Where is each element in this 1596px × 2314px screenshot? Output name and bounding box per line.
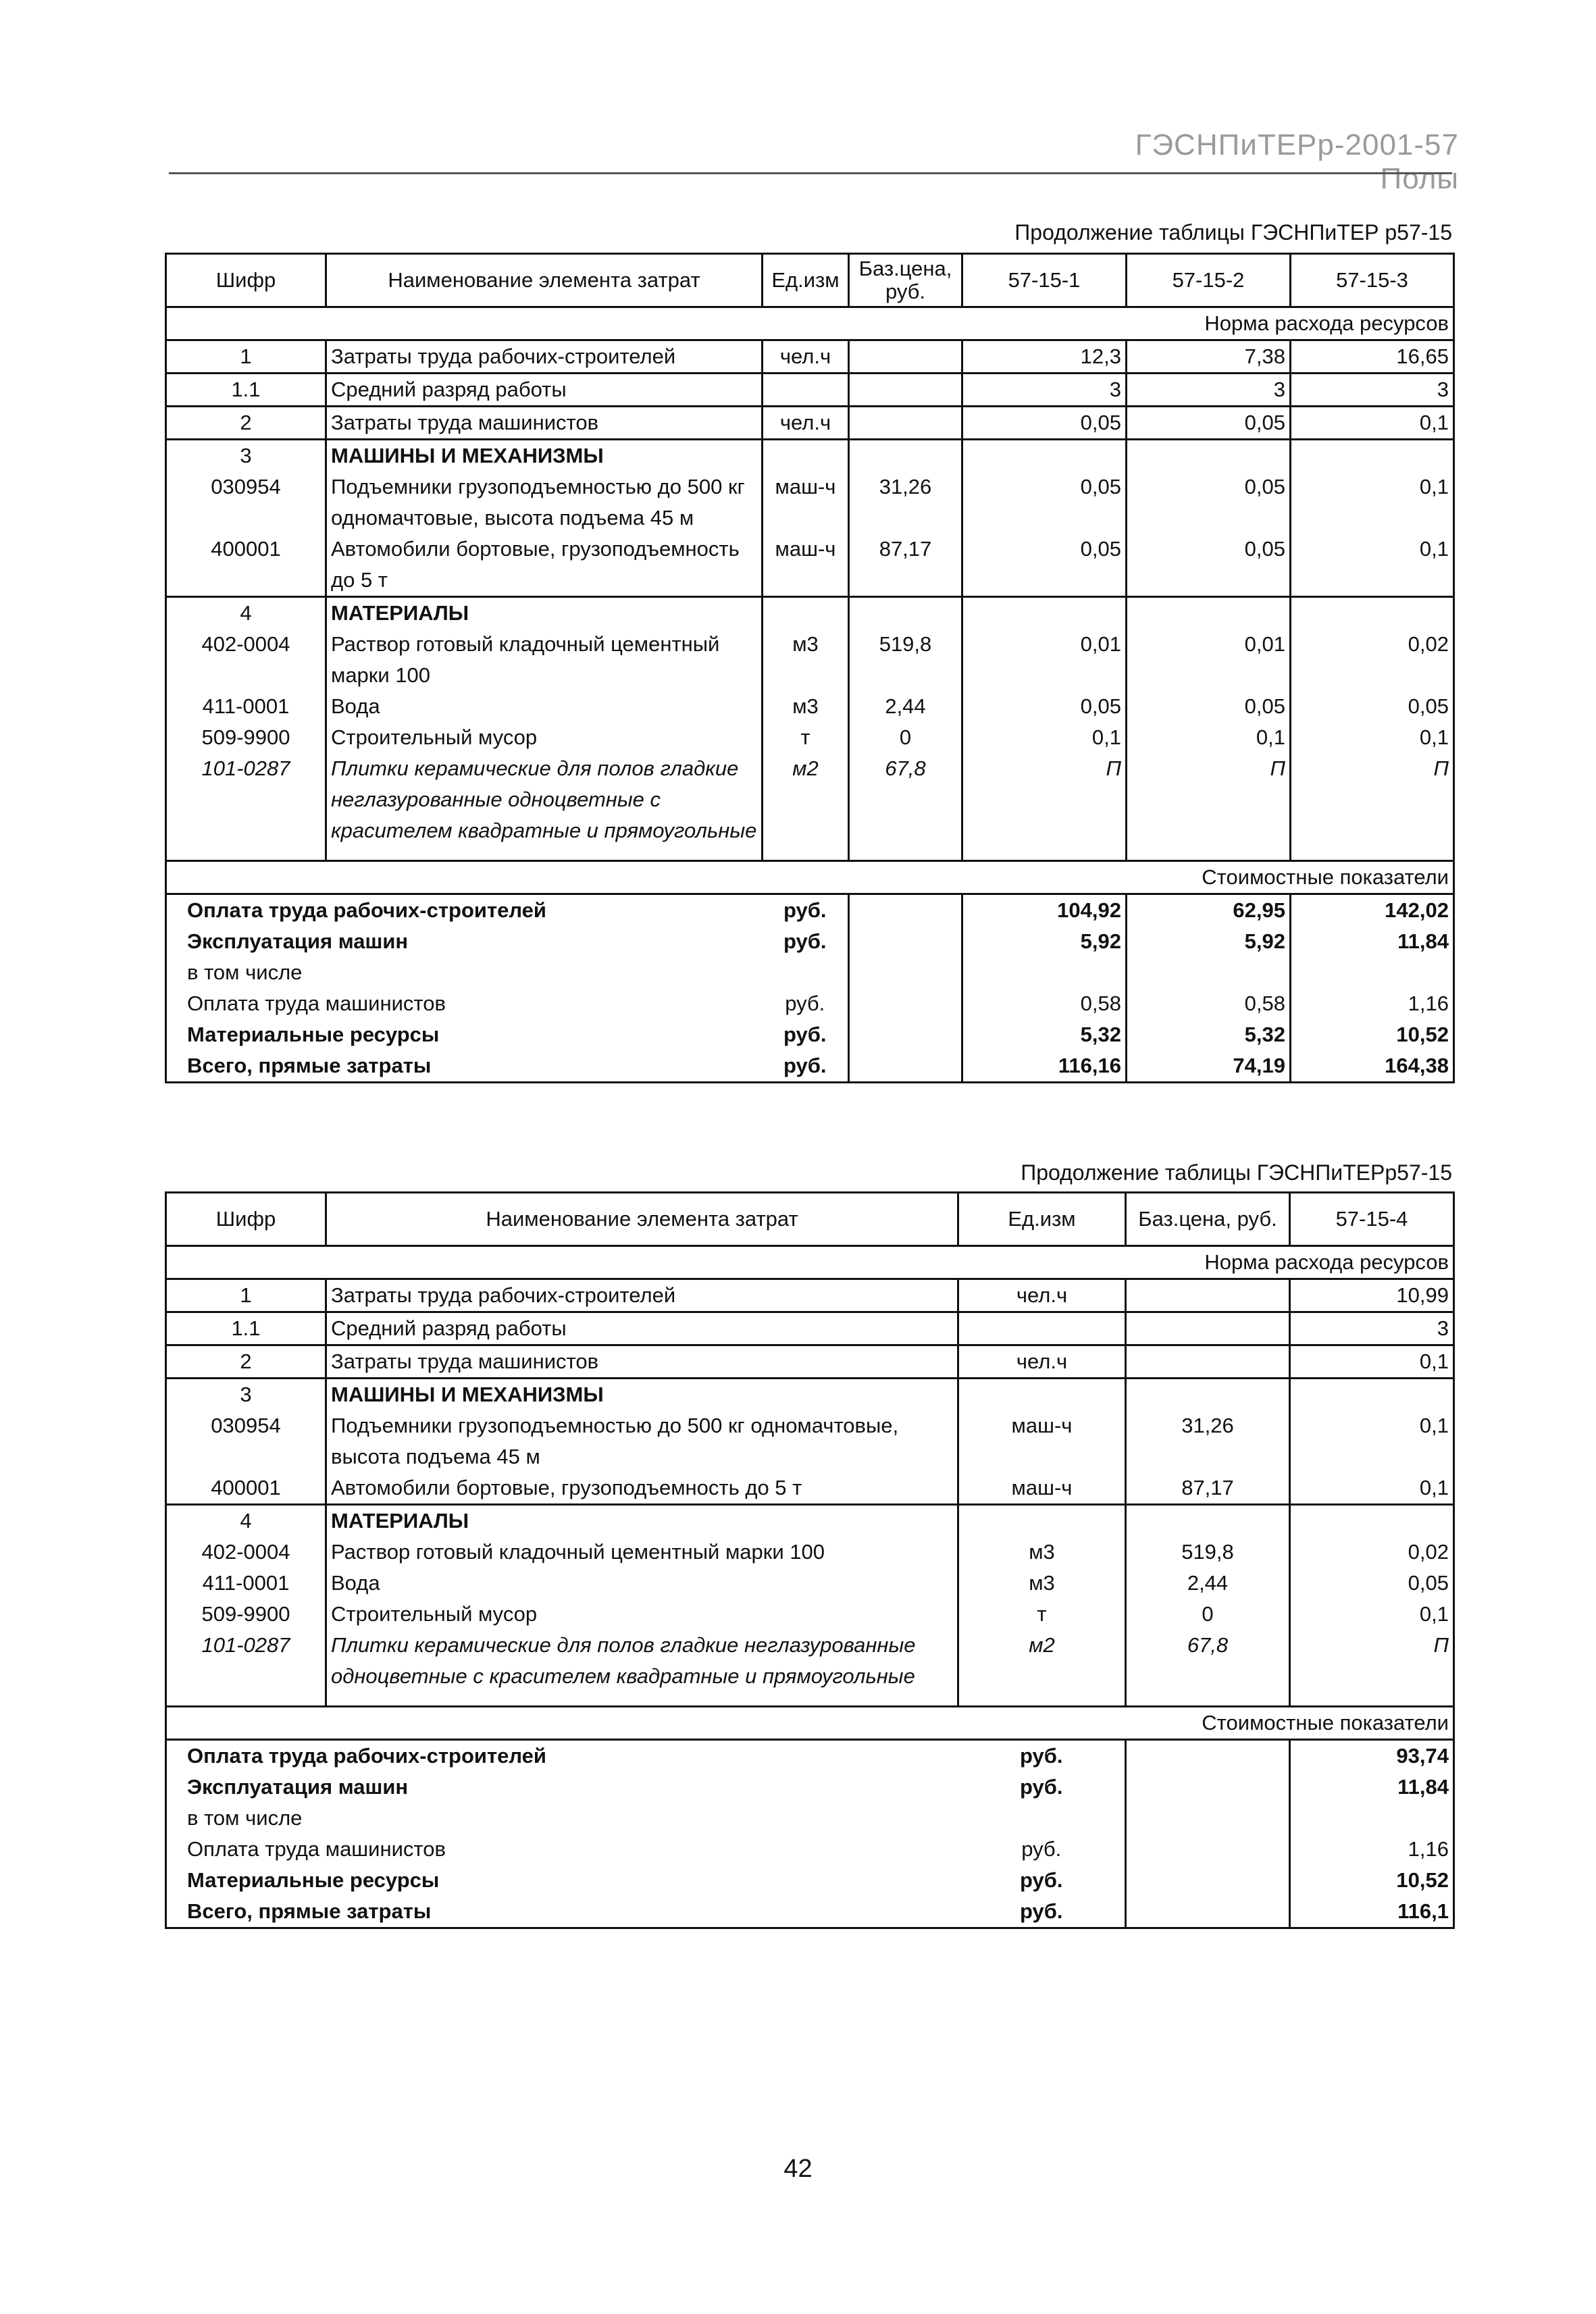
- row-code: 101-0287: [166, 1630, 326, 1707]
- row-value-v4: [1290, 1379, 1454, 1411]
- cost-row: [166, 988, 1454, 1019]
- cost-name: Эксплуатация машин: [166, 926, 763, 957]
- row-code: 400001: [166, 1472, 326, 1505]
- row-value-v1: 0,1: [962, 722, 1127, 753]
- table-row: [166, 1472, 1454, 1505]
- cost-value-v4: [1290, 1803, 1454, 1834]
- cost-value-v3: 164,38: [1291, 1050, 1454, 1083]
- cost-value-v1: 116,16: [962, 1050, 1127, 1083]
- cost-name: Материальные ресурсы: [166, 1865, 958, 1896]
- cost-band-label: Стоимостные показатели: [166, 861, 1454, 894]
- row-value-v3: 0,1: [1291, 722, 1454, 753]
- row-unit: [958, 1505, 1126, 1537]
- row-code: 2: [166, 407, 326, 440]
- row-value-v3: 0,1: [1291, 534, 1454, 597]
- cost-unit: руб.: [763, 1050, 849, 1083]
- cost-price-empty: [849, 1050, 962, 1083]
- table-row: [166, 407, 1454, 440]
- row-price: 87,17: [1126, 1472, 1290, 1505]
- cost-unit: руб.: [958, 1772, 1126, 1803]
- norm-band-label: Норма расхода ресурсов: [166, 1246, 1454, 1279]
- row-name: Средний разряд работы: [326, 374, 763, 407]
- cost-unit: руб.: [958, 1834, 1126, 1865]
- row-value-v4: 0,05: [1290, 1568, 1454, 1599]
- row-price: [849, 597, 962, 629]
- cost-row: [166, 1896, 1454, 1928]
- col-price-header: Баз.цена, руб.: [1126, 1193, 1290, 1246]
- table1-norm-band: [166, 307, 1454, 340]
- header-rule: [169, 172, 1452, 174]
- cost-value-v4: 116,1: [1290, 1896, 1454, 1928]
- row-code: 3: [166, 440, 326, 472]
- row-unit: м2: [958, 1630, 1126, 1707]
- cost-value-v2: 62,95: [1127, 894, 1291, 927]
- row-unit: маш-ч: [958, 1472, 1126, 1505]
- row-value-v1: 0,05: [962, 407, 1127, 440]
- cost-name: Оплата труда машинистов: [166, 1834, 958, 1865]
- row-name: Автомобили бортовые, грузоподъемность до 5 т: [326, 1472, 958, 1505]
- running-header: ГЭСНПиТЕРр-2001-57 Полы: [1135, 128, 1459, 195]
- cost-price-empty: [849, 957, 962, 988]
- cost-price-empty: [1126, 1896, 1290, 1928]
- cost-price-empty: [1126, 1740, 1290, 1772]
- row-value-v3: [1291, 597, 1454, 629]
- col-57-15-1-header: 57-15-1: [962, 254, 1127, 307]
- cost-value-v1: 104,92: [962, 894, 1127, 927]
- row-unit: т: [958, 1599, 1126, 1630]
- cost-row: [166, 1865, 1454, 1896]
- row-code: 509-9900: [166, 1599, 326, 1630]
- row-value-v3: 0,1: [1291, 407, 1454, 440]
- row-name: Строительный мусор: [326, 722, 763, 753]
- cost-value-v2: 5,92: [1127, 926, 1291, 957]
- col-57-15-3-header: 57-15-3: [1291, 254, 1454, 307]
- row-price: [1126, 1345, 1290, 1379]
- cost-value-v1: 5,32: [962, 1019, 1127, 1050]
- cost-value-v2: 0,58: [1127, 988, 1291, 1019]
- cost-value-v3: 1,16: [1291, 988, 1454, 1019]
- row-value-v4: 0,1: [1290, 1410, 1454, 1472]
- cost-unit: [763, 957, 849, 988]
- row-name: Автомобили бортовые, грузоподъемность до 5 т: [326, 534, 763, 597]
- row-price: [1126, 1312, 1290, 1345]
- cost-unit: руб.: [763, 988, 849, 1019]
- row-unit: чел.ч: [763, 407, 849, 440]
- cost-row: [166, 1803, 1454, 1834]
- row-price: [1126, 1379, 1290, 1411]
- col-code-header: Шифр: [166, 1193, 326, 1246]
- cost-price-empty: [849, 926, 962, 957]
- row-value-v2: 0,05: [1127, 407, 1291, 440]
- cost-value-v3: 11,84: [1291, 926, 1454, 957]
- row-code: 400001: [166, 534, 326, 597]
- row-price: [849, 407, 962, 440]
- cost-name: Оплата труда рабочих-строителей: [166, 894, 763, 927]
- row-value-v2: 3: [1127, 374, 1291, 407]
- row-name: Затраты труда машинистов: [326, 407, 763, 440]
- table1-header-row: [166, 254, 1454, 307]
- row-name: Подъемники грузоподъемностью до 500 кг одномачтовые, высота подъема 45 м: [326, 471, 763, 534]
- table-row: [166, 1312, 1454, 1345]
- cost-value-v3: 10,52: [1291, 1019, 1454, 1050]
- row-value-v4: 10,99: [1290, 1279, 1454, 1312]
- cost-price-empty: [1126, 1865, 1290, 1896]
- row-unit: [763, 374, 849, 407]
- row-unit: маш-ч: [763, 471, 849, 534]
- table-row: [166, 1599, 1454, 1630]
- row-code: 3: [166, 1379, 326, 1411]
- row-value-v1: 0,01: [962, 629, 1127, 691]
- row-value-v2: 0,01: [1127, 629, 1291, 691]
- row-unit: м3: [958, 1568, 1126, 1599]
- row-code: 1.1: [166, 1312, 326, 1345]
- cost-price-empty: [1126, 1772, 1290, 1803]
- row-price: 0: [1126, 1599, 1290, 1630]
- table-row: [166, 471, 1454, 534]
- cost-value-v2: 74,19: [1127, 1050, 1291, 1083]
- row-name: Затраты труда рабочих-строителей: [326, 1279, 958, 1312]
- table-row: [166, 1568, 1454, 1599]
- table1: [165, 253, 1455, 1083]
- row-value-v1: 0,05: [962, 691, 1127, 722]
- row-price: 87,17: [849, 534, 962, 597]
- row-name: МАШИНЫ И МЕХАНИЗМЫ: [326, 440, 763, 472]
- cost-value-v1: [962, 957, 1127, 988]
- cost-band-label: Стоимостные показатели: [166, 1707, 1454, 1740]
- cost-name: Эксплуатация машин: [166, 1772, 958, 1803]
- cost-row: [166, 957, 1454, 988]
- cost-row: [166, 1834, 1454, 1865]
- cost-value-v1: 5,92: [962, 926, 1127, 957]
- row-code: 030954: [166, 471, 326, 534]
- col-name-header: Наименование элемента затрат: [326, 1193, 958, 1246]
- row-name: МАТЕРИАЛЫ: [326, 597, 763, 629]
- table1-cost-band: [166, 861, 1454, 894]
- row-value-v4: 0,1: [1290, 1472, 1454, 1505]
- table2-cost-band: [166, 1707, 1454, 1740]
- row-name: Плитки керамические для полов гладкие неглазурованные одноцветные с красителем квадратные и прямоугольные: [326, 753, 763, 861]
- row-name: Раствор готовый кладочный цементный марки 100: [326, 629, 763, 691]
- cost-price-empty: [849, 894, 962, 927]
- row-value-v1: [962, 440, 1127, 472]
- table-row: [166, 374, 1454, 407]
- cost-unit: руб.: [958, 1896, 1126, 1928]
- row-name: Строительный мусор: [326, 1599, 958, 1630]
- page-number: 42: [783, 2155, 813, 2183]
- cost-name: Материальные ресурсы: [166, 1019, 763, 1050]
- row-name: Плитки керамические для полов гладкие неглазурованные одноцветные с красителем квадратные и прямоугольные: [326, 1630, 958, 1707]
- cost-row: [166, 1740, 1454, 1772]
- row-name: Затраты труда машинистов: [326, 1345, 958, 1379]
- table-row: [166, 597, 1454, 629]
- cost-value-v4: 1,16: [1290, 1834, 1454, 1865]
- cost-price-empty: [1126, 1803, 1290, 1834]
- row-price: [1126, 1279, 1290, 1312]
- row-price: 2,44: [1126, 1568, 1290, 1599]
- table-row: [166, 753, 1454, 861]
- row-unit: м3: [763, 691, 849, 722]
- col-unit-header: Ед.изм: [763, 254, 849, 307]
- cost-row: [166, 926, 1454, 957]
- row-value-v2: 0,05: [1127, 691, 1291, 722]
- cost-value-v4: 11,84: [1290, 1772, 1454, 1803]
- row-price: 519,8: [1126, 1537, 1290, 1568]
- cost-value-v2: 5,32: [1127, 1019, 1291, 1050]
- row-name: МАШИНЫ И МЕХАНИЗМЫ: [326, 1379, 958, 1411]
- cost-unit: руб.: [763, 1019, 849, 1050]
- row-value-v1: 0,05: [962, 534, 1127, 597]
- cost-name: в том числе: [166, 957, 763, 988]
- row-unit: чел.ч: [763, 340, 849, 374]
- row-value-v3: [1291, 440, 1454, 472]
- cost-row: [166, 1050, 1454, 1083]
- cost-price-empty: [1126, 1834, 1290, 1865]
- row-price: [849, 440, 962, 472]
- row-name: МАТЕРИАЛЫ: [326, 1505, 958, 1537]
- row-name: Средний разряд работы: [326, 1312, 958, 1345]
- table-row: [166, 534, 1454, 597]
- cost-value-v4: 93,74: [1290, 1740, 1454, 1772]
- row-code: 2: [166, 1345, 326, 1379]
- row-price: 31,26: [1126, 1410, 1290, 1472]
- row-price: [1126, 1505, 1290, 1537]
- row-unit: чел.ч: [958, 1345, 1126, 1379]
- table-row: [166, 691, 1454, 722]
- cost-row: [166, 1019, 1454, 1050]
- table-row: [166, 1537, 1454, 1568]
- table-row: [166, 1379, 1454, 1411]
- row-value-v4: 0,1: [1290, 1345, 1454, 1379]
- col-price-header: Баз.цена, руб.: [849, 254, 962, 307]
- row-value-v3: 0,05: [1291, 691, 1454, 722]
- row-code: 1.1: [166, 374, 326, 407]
- row-value-v4: 0,02: [1290, 1537, 1454, 1568]
- cost-value-v3: [1291, 957, 1454, 988]
- cost-price-empty: [849, 988, 962, 1019]
- table-row: [166, 629, 1454, 691]
- row-value-v2: [1127, 440, 1291, 472]
- cost-price-empty: [849, 1019, 962, 1050]
- row-name: Вода: [326, 691, 763, 722]
- row-name: Раствор готовый кладочный цементный марки 100: [326, 1537, 958, 1568]
- norm-band-label: Норма расхода ресурсов: [166, 307, 1454, 340]
- row-value-v1: 3: [962, 374, 1127, 407]
- table2-norm-band: [166, 1246, 1454, 1279]
- row-code: 411-0001: [166, 691, 326, 722]
- col-code-header: Шифр: [166, 254, 326, 307]
- row-code: 402-0004: [166, 629, 326, 691]
- table-row: [166, 1630, 1454, 1707]
- row-unit: м3: [763, 629, 849, 691]
- cost-row: [166, 1772, 1454, 1803]
- row-price: 0: [849, 722, 962, 753]
- row-value-v1: 0,05: [962, 471, 1127, 534]
- row-price: 67,8: [1126, 1630, 1290, 1707]
- table-row: [166, 340, 1454, 374]
- row-value-v3: 0,1: [1291, 471, 1454, 534]
- cost-name: Всего, прямые затраты: [166, 1896, 958, 1928]
- row-value-v3: 16,65: [1291, 340, 1454, 374]
- row-unit: м3: [958, 1537, 1126, 1568]
- row-value-v3: 0,02: [1291, 629, 1454, 691]
- cost-unit: руб.: [763, 894, 849, 927]
- row-unit: маш-ч: [763, 534, 849, 597]
- row-code: 4: [166, 597, 326, 629]
- row-value-v1: [962, 597, 1127, 629]
- row-code: 411-0001: [166, 1568, 326, 1599]
- row-unit: [958, 1379, 1126, 1411]
- table-row: [166, 440, 1454, 472]
- cost-name: Всего, прямые затраты: [166, 1050, 763, 1083]
- table-row: [166, 1505, 1454, 1537]
- row-name: Затраты труда рабочих-строителей: [326, 340, 763, 374]
- row-unit: м2: [763, 753, 849, 861]
- table-row: [166, 1279, 1454, 1312]
- row-name: Подъемники грузоподъемностью до 500 кг одномачтовые, высота подъема 45 м: [326, 1410, 958, 1472]
- cost-unit: руб.: [958, 1865, 1126, 1896]
- table2: [165, 1191, 1455, 1929]
- row-code: 030954: [166, 1410, 326, 1472]
- row-value-v1: П: [962, 753, 1127, 861]
- table-row: [166, 1345, 1454, 1379]
- row-price: 519,8: [849, 629, 962, 691]
- table2-caption: Продолжение таблицы ГЭСНПиТЕРр57-15: [1021, 1160, 1452, 1185]
- cost-name: в том числе: [166, 1803, 958, 1834]
- row-value-v2: 0,05: [1127, 534, 1291, 597]
- row-code: 509-9900: [166, 722, 326, 753]
- table1-caption: Продолжение таблицы ГЭСНПиТЕР р57-15: [1014, 220, 1452, 245]
- col-57-15-4-header: 57-15-4: [1290, 1193, 1454, 1246]
- row-unit: чел.ч: [958, 1279, 1126, 1312]
- row-unit: [763, 597, 849, 629]
- row-value-v3: 3: [1291, 374, 1454, 407]
- cost-unit: [958, 1803, 1126, 1834]
- cost-value-v3: 142,02: [1291, 894, 1454, 927]
- row-unit: [958, 1312, 1126, 1345]
- row-value-v2: [1127, 597, 1291, 629]
- row-price: 31,26: [849, 471, 962, 534]
- cost-value-v2: [1127, 957, 1291, 988]
- table2-header-row: [166, 1193, 1454, 1246]
- row-price: [849, 374, 962, 407]
- row-value-v2: П: [1127, 753, 1291, 861]
- row-unit: маш-ч: [958, 1410, 1126, 1472]
- table-row: [166, 722, 1454, 753]
- cost-name: Оплата труда машинистов: [166, 988, 763, 1019]
- row-price: [849, 340, 962, 374]
- row-value-v2: 7,38: [1127, 340, 1291, 374]
- row-code: 402-0004: [166, 1537, 326, 1568]
- row-name: Вода: [326, 1568, 958, 1599]
- row-value-v4: [1290, 1505, 1454, 1537]
- col-name-header: Наименование элемента затрат: [326, 254, 763, 307]
- cost-unit: руб.: [958, 1740, 1126, 1772]
- row-unit: т: [763, 722, 849, 753]
- table-row: [166, 1410, 1454, 1472]
- cost-unit: руб.: [763, 926, 849, 957]
- row-code: 101-0287: [166, 753, 326, 861]
- cost-row: [166, 894, 1454, 927]
- cost-name: Оплата труда рабочих-строителей: [166, 1740, 958, 1772]
- cost-value-v4: 10,52: [1290, 1865, 1454, 1896]
- cost-value-v1: 0,58: [962, 988, 1127, 1019]
- row-value-v4: 0,1: [1290, 1599, 1454, 1630]
- row-price: 67,8: [849, 753, 962, 861]
- row-code: 1: [166, 1279, 326, 1312]
- row-value-v4: 3: [1290, 1312, 1454, 1345]
- row-value-v2: 0,1: [1127, 722, 1291, 753]
- row-unit: [763, 440, 849, 472]
- row-value-v2: 0,05: [1127, 471, 1291, 534]
- row-value-v1: 12,3: [962, 340, 1127, 374]
- row-value-v3: П: [1291, 753, 1454, 861]
- row-price: 2,44: [849, 691, 962, 722]
- row-code: 1: [166, 340, 326, 374]
- row-value-v4: П: [1290, 1630, 1454, 1707]
- col-unit-header: Ед.изм: [958, 1193, 1126, 1246]
- row-code: 4: [166, 1505, 326, 1537]
- col-57-15-2-header: 57-15-2: [1127, 254, 1291, 307]
